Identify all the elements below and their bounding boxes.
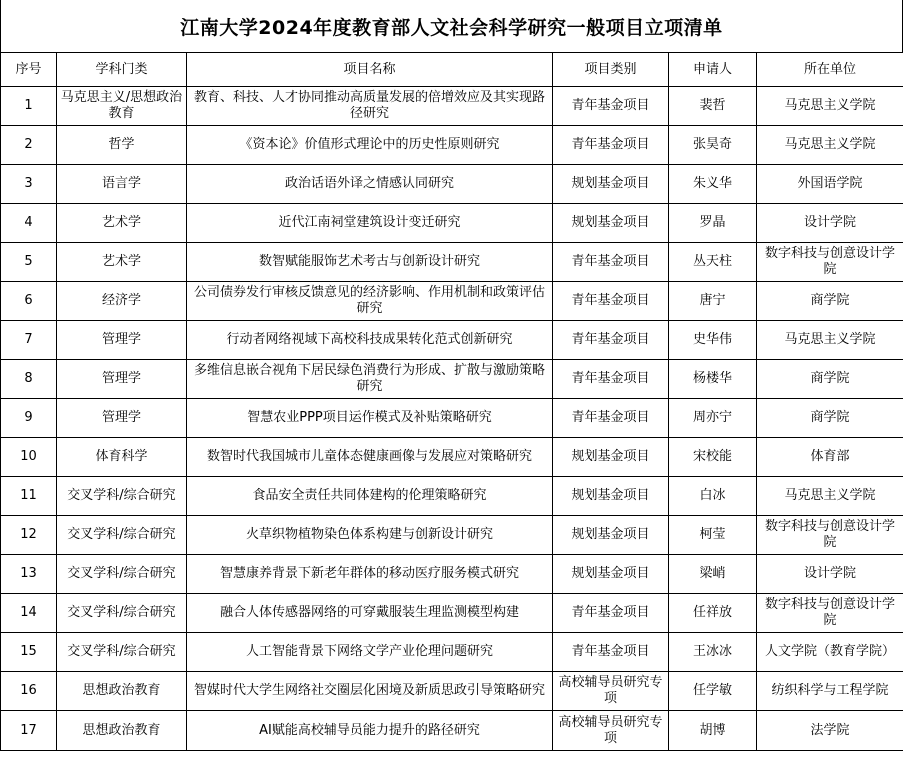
cell-project-name[interactable]: 食品安全责任共同体建构的伦理策略研究 xyxy=(187,477,553,516)
cell-index[interactable]: 10 xyxy=(1,438,57,477)
cell-unit[interactable]: 商学院 xyxy=(757,282,903,321)
cell-index[interactable]: 8 xyxy=(1,360,57,399)
cell-index[interactable]: 4 xyxy=(1,204,57,243)
cell-unit[interactable]: 数字科技与创意设计学院 xyxy=(757,594,903,633)
cell-project-type[interactable]: 青年基金项目 xyxy=(553,243,669,282)
cell-discipline[interactable]: 哲学 xyxy=(57,126,187,165)
cell-unit[interactable]: 数字科技与创意设计学院 xyxy=(757,243,903,282)
cell-applicant[interactable]: 罗晶 xyxy=(669,204,757,243)
cell-applicant[interactable]: 任祥放 xyxy=(669,594,757,633)
cell-project-name[interactable]: 政治话语外译之情感认同研究 xyxy=(187,165,553,204)
header-project-name[interactable]: 项目名称 xyxy=(187,53,553,87)
cell-applicant[interactable]: 裴哲 xyxy=(669,87,757,126)
cell-applicant[interactable]: 张昊奇 xyxy=(669,126,757,165)
cell-applicant[interactable]: 周亦宁 xyxy=(669,399,757,438)
cell-discipline[interactable]: 艺术学 xyxy=(57,204,187,243)
table-row xyxy=(1,165,903,204)
header-applicant[interactable]: 申请人 xyxy=(669,53,757,87)
cell-index[interactable]: 2 xyxy=(1,126,57,165)
cell-discipline[interactable]: 交叉学科/综合研究 xyxy=(57,516,187,555)
cell-project-type[interactable]: 规划基金项目 xyxy=(553,438,669,477)
cell-discipline[interactable]: 思想政治教育 xyxy=(57,672,187,711)
cell-project-name[interactable]: 智媒时代大学生网络社交圈层化困境及新质思政引导策略研究 xyxy=(187,672,553,711)
cell-project-name[interactable]: 融合人体传感器网络的可穿戴服装生理监测模型构建 xyxy=(187,594,553,633)
table-body xyxy=(1,87,903,751)
cell-project-name[interactable]: AI赋能高校辅导员能力提升的路径研究 xyxy=(187,711,553,751)
cell-project-name[interactable]: 火草织物植物染色体系构建与创新设计研究 xyxy=(187,516,553,555)
cell-index[interactable]: 1 xyxy=(1,87,57,126)
cell-project-type[interactable]: 青年基金项目 xyxy=(553,126,669,165)
cell-project-name[interactable]: 《资本论》价值形式理论中的历史性原则研究 xyxy=(187,126,553,165)
cell-unit[interactable]: 马克思主义学院 xyxy=(757,126,903,165)
cell-discipline[interactable]: 语言学 xyxy=(57,165,187,204)
cell-project-type[interactable]: 青年基金项目 xyxy=(553,321,669,360)
cell-project-type[interactable]: 规划基金项目 xyxy=(553,165,669,204)
cell-index[interactable]: 9 xyxy=(1,399,57,438)
table-row xyxy=(1,126,903,165)
cell-discipline[interactable]: 交叉学科/综合研究 xyxy=(57,633,187,672)
cell-index[interactable]: 5 xyxy=(1,243,57,282)
cell-unit[interactable]: 商学院 xyxy=(757,399,903,438)
cell-applicant[interactable]: 白冰 xyxy=(669,477,757,516)
cell-project-name[interactable]: 多维信息嵌合视角下居民绿色消费行为形成、扩散与激励策略研究 xyxy=(187,360,553,399)
cell-index[interactable]: 3 xyxy=(1,165,57,204)
cell-applicant[interactable]: 胡博 xyxy=(669,711,757,751)
cell-discipline[interactable]: 马克思主义/思想政治教育 xyxy=(57,87,187,126)
table-row xyxy=(1,477,903,516)
cell-discipline[interactable]: 交叉学科/综合研究 xyxy=(57,477,187,516)
table-row xyxy=(1,399,903,438)
table-row xyxy=(1,438,903,477)
cell-unit[interactable]: 法学院 xyxy=(757,711,903,751)
cell-discipline[interactable]: 管理学 xyxy=(57,360,187,399)
cell-index[interactable]: 13 xyxy=(1,555,57,594)
cell-discipline[interactable]: 经济学 xyxy=(57,282,187,321)
cell-unit[interactable]: 纺织科学与工程学院 xyxy=(757,672,903,711)
table-row xyxy=(1,360,903,399)
table-row xyxy=(1,516,903,555)
header-index[interactable]: 序号 xyxy=(1,53,57,87)
header-project-type[interactable]: 项目类别 xyxy=(553,53,669,87)
cell-index[interactable]: 11 xyxy=(1,477,57,516)
cell-discipline[interactable]: 管理学 xyxy=(57,399,187,438)
sheet-title: 江南大学2024年度教育部人文社会科学研究一般项目立项清单 xyxy=(180,16,723,39)
table-row xyxy=(1,87,903,126)
cell-index[interactable]: 7 xyxy=(1,321,57,360)
cell-project-name[interactable]: 行动者网络视域下高校科技成果转化范式创新研究 xyxy=(187,321,553,360)
cell-applicant[interactable]: 丛天柱 xyxy=(669,243,757,282)
cell-unit[interactable]: 外国语学院 xyxy=(757,165,903,204)
title-row xyxy=(0,0,903,52)
cell-project-type[interactable]: 规划基金项目 xyxy=(553,204,669,243)
cell-discipline[interactable]: 体育科学 xyxy=(57,438,187,477)
table-row xyxy=(1,282,903,321)
cell-unit[interactable]: 体育部 xyxy=(757,438,903,477)
cell-unit[interactable]: 设计学院 xyxy=(757,204,903,243)
cell-project-type[interactable]: 青年基金项目 xyxy=(553,594,669,633)
cell-unit[interactable]: 马克思主义学院 xyxy=(757,87,903,126)
header-row xyxy=(1,53,903,87)
cell-applicant[interactable]: 朱义华 xyxy=(669,165,757,204)
cell-index[interactable]: 17 xyxy=(1,711,57,751)
cell-discipline[interactable]: 管理学 xyxy=(57,321,187,360)
cell-discipline[interactable]: 思想政治教育 xyxy=(57,711,187,751)
table-row xyxy=(1,555,903,594)
cell-index[interactable]: 16 xyxy=(1,672,57,711)
cell-project-type[interactable]: 青年基金项目 xyxy=(553,360,669,399)
cell-index[interactable]: 12 xyxy=(1,516,57,555)
cell-index[interactable]: 15 xyxy=(1,633,57,672)
cell-applicant[interactable]: 宋校能 xyxy=(669,438,757,477)
cell-project-name[interactable]: 公司债券发行审核反馈意见的经济影响、作用机制和政策评估研究 xyxy=(187,282,553,321)
table-row xyxy=(1,594,903,633)
cell-project-type[interactable]: 规划基金项目 xyxy=(553,516,669,555)
cell-applicant[interactable]: 王冰冰 xyxy=(669,633,757,672)
cell-project-name[interactable]: 人工智能背景下网络文学产业伦理问题研究 xyxy=(187,633,553,672)
cell-applicant[interactable]: 杨楼华 xyxy=(669,360,757,399)
cell-project-type[interactable]: 青年基金项目 xyxy=(553,633,669,672)
table-row xyxy=(1,633,903,672)
cell-unit[interactable]: 设计学院 xyxy=(757,555,903,594)
project-table xyxy=(0,52,903,751)
cell-unit[interactable]: 马克思主义学院 xyxy=(757,321,903,360)
table-row xyxy=(1,321,903,360)
cell-project-type[interactable]: 规划基金项目 xyxy=(553,555,669,594)
header-discipline[interactable]: 学科门类 xyxy=(57,53,187,87)
cell-applicant[interactable]: 唐宁 xyxy=(669,282,757,321)
cell-unit[interactable]: 商学院 xyxy=(757,360,903,399)
cell-applicant[interactable]: 梁峭 xyxy=(669,555,757,594)
table-row xyxy=(1,672,903,711)
cell-index[interactable]: 14 xyxy=(1,594,57,633)
cell-discipline[interactable]: 艺术学 xyxy=(57,243,187,282)
cell-index[interactable]: 6 xyxy=(1,282,57,321)
cell-project-name[interactable]: 近代江南祠堂建筑设计变迁研究 xyxy=(187,204,553,243)
header-unit[interactable]: 所在单位 xyxy=(757,53,903,87)
table-row xyxy=(1,243,903,282)
cell-discipline[interactable]: 交叉学科/综合研究 xyxy=(57,594,187,633)
cell-project-name[interactable]: 智慧康养背景下新老年群体的移动医疗服务模式研究 xyxy=(187,555,553,594)
cell-unit[interactable]: 马克思主义学院 xyxy=(757,477,903,516)
cell-project-name[interactable]: 数智时代我国城市儿童体态健康画像与发展应对策略研究 xyxy=(187,438,553,477)
cell-applicant[interactable]: 任学敏 xyxy=(669,672,757,711)
cell-project-name[interactable]: 数智赋能服饰艺术考古与创新设计研究 xyxy=(187,243,553,282)
cell-unit[interactable]: 人文学院（教育学院） xyxy=(757,633,903,672)
table-header xyxy=(1,53,903,87)
cell-unit[interactable]: 数字科技与创意设计学院 xyxy=(757,516,903,555)
cell-project-type[interactable]: 青年基金项目 xyxy=(553,87,669,126)
cell-project-name[interactable]: 教育、科技、人才协同推动高质量发展的倍增效应及其实现路径研究 xyxy=(187,87,553,126)
cell-applicant[interactable]: 史华伟 xyxy=(669,321,757,360)
cell-project-type[interactable]: 青年基金项目 xyxy=(553,399,669,438)
cell-project-name[interactable]: 智慧农业PPP项目运作模式及补贴策略研究 xyxy=(187,399,553,438)
cell-project-type[interactable]: 规划基金项目 xyxy=(553,477,669,516)
table-row xyxy=(1,711,903,751)
cell-project-type[interactable]: 青年基金项目 xyxy=(553,282,669,321)
cell-applicant[interactable]: 柯莹 xyxy=(669,516,757,555)
cell-project-type[interactable]: 高校辅导员研究专项 xyxy=(553,711,669,751)
table-row xyxy=(1,204,903,243)
cell-project-type[interactable]: 高校辅导员研究专项 xyxy=(553,672,669,711)
cell-discipline[interactable]: 交叉学科/综合研究 xyxy=(57,555,187,594)
